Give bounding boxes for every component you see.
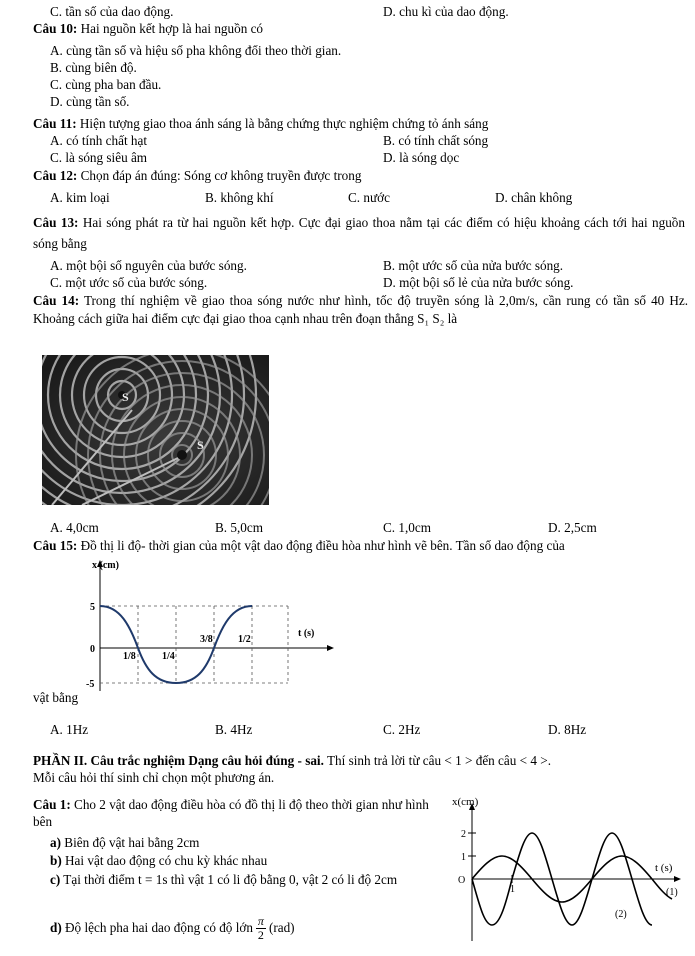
unit: (rad) bbox=[268, 920, 295, 935]
q14-option-b: B. 5,0cm bbox=[215, 520, 263, 535]
statement-text: Tại thời điểm t = 1s thì vật 1 có li độ bằng 0, vật 2 có li độ 2cm bbox=[60, 872, 398, 887]
photo-label-s1: S bbox=[122, 390, 129, 404]
wave-interference-photo bbox=[42, 355, 269, 505]
question-label: Câu 1: bbox=[33, 797, 71, 812]
statement-label: b) bbox=[50, 853, 62, 868]
question-text: Hai sóng phát ra từ hai nguồn kết hợp. Cực đại giao thoa nằm tại các điểm có hiệu khoảng cách tới hai nguồn sóng bằng bbox=[33, 215, 685, 251]
question-text: Hai nguồn kết hợp là hai nguồn có bbox=[77, 21, 264, 36]
q12-option-d: D. chân không bbox=[495, 190, 573, 205]
question-text: Chọn đáp án đúng: Sóng cơ không truyền được trong bbox=[77, 168, 362, 183]
q13-option-b: B. một ước số của nửa bước sóng. bbox=[383, 258, 564, 273]
statement-text: Độ lệch pha hai dao động có độ lớn bbox=[61, 920, 253, 935]
part2-header bbox=[33, 753, 551, 769]
q12-option-a: A. kim loại bbox=[50, 190, 110, 205]
displacement-time-graph bbox=[80, 556, 340, 696]
question-10 bbox=[33, 21, 263, 37]
question-11 bbox=[33, 116, 488, 132]
graph2-y1: 1 bbox=[461, 852, 466, 863]
question-14 bbox=[33, 292, 688, 328]
question-label: Câu 14: bbox=[33, 293, 80, 308]
graph1-xlabel: t (s) bbox=[298, 628, 315, 639]
q15-option-b: B. 4Hz bbox=[215, 722, 253, 737]
p2q1-statement-a bbox=[50, 835, 199, 851]
q9-option-c: C. tần số của dao động. bbox=[50, 4, 174, 19]
question-15-tail: vật bằng bbox=[33, 690, 79, 705]
fraction-denominator: 2 bbox=[257, 928, 264, 943]
q10-option-c: C. cùng pha ban đầu. bbox=[50, 77, 162, 92]
graph2-y2: 2 bbox=[461, 829, 466, 840]
q15-option-c: C. 2Hz bbox=[383, 722, 421, 737]
statement-label: a) bbox=[50, 835, 61, 850]
graph1-y-neg: -5 bbox=[86, 679, 95, 690]
question-label: Câu 12: bbox=[33, 168, 78, 183]
p2q1-statement-d bbox=[50, 910, 295, 946]
q11-option-c: C. là sóng siêu âm bbox=[50, 150, 148, 165]
q14-option-d: D. 2,5cm bbox=[548, 520, 597, 535]
q10-option-a: A. cùng tần số và hiệu số pha không đổi theo thời gian. bbox=[50, 43, 342, 58]
q11-option-b: B. có tính chất sóng bbox=[383, 133, 489, 148]
graph2-ylabel: x(cm) bbox=[452, 796, 479, 808]
p2-question-1 bbox=[33, 796, 443, 830]
part2-text: Thí sinh trả lời từ câu < 1 > đến câu < 4 >. bbox=[323, 753, 552, 768]
question-label: Câu 11: bbox=[33, 116, 77, 131]
q10-option-b: B. cùng biên độ. bbox=[50, 60, 137, 75]
q14-option-c: C. 1,0cm bbox=[383, 520, 431, 535]
question-text: Trong thí nghiệm về giao thoa sóng nước như hình, tốc độ truyền sóng là 2,0m/s, cần rung có tần số 40 Hz. Khoảng cách giữa hai điểm cực đại giao thoa cạnh nhau trên đoạn thẳng S₁ S₂ là bbox=[33, 293, 689, 326]
q11-option-a: A. có tính chất hạt bbox=[50, 133, 148, 148]
photo-label-s2: S bbox=[197, 438, 204, 452]
x-axis-arrow bbox=[674, 876, 681, 882]
q13-option-c: C. một ước số của bước sóng. bbox=[50, 275, 208, 290]
part2-title: PHẦN II. Câu trắc nghiệm Dạng câu hỏi đúng - sai. bbox=[33, 753, 324, 768]
question-text: Đồ thị li độ- thời gian của một vật dao động điều hòa như hình vẽ bên. Tần số dao động của bbox=[77, 538, 565, 553]
part2-instruction: Mỗi câu hỏi thí sinh chỉ chọn một phương án. bbox=[33, 770, 275, 785]
fraction-pi-over-2 bbox=[256, 915, 266, 942]
question-13 bbox=[33, 212, 685, 254]
graph1-t1: 1/8 bbox=[123, 651, 136, 662]
question-15 bbox=[33, 538, 565, 554]
x-axis-arrow bbox=[327, 645, 334, 651]
graph1-y-pos: 5 bbox=[90, 602, 95, 613]
q12-option-c: C. nước bbox=[348, 190, 390, 205]
graph1-t2: 1/4 bbox=[162, 651, 175, 662]
graph1-ylabel: x (cm) bbox=[92, 560, 119, 571]
graph2-curve1-label: (1) bbox=[666, 887, 678, 898]
question-label: Câu 15: bbox=[33, 538, 78, 553]
question-label: Câu 13: bbox=[33, 215, 79, 230]
fraction-numerator: π bbox=[257, 914, 264, 929]
q13-option-a: A. một bội số nguyên của bước sóng. bbox=[50, 258, 247, 273]
q14-option-a: A. 4,0cm bbox=[50, 520, 99, 535]
question-label: Câu 10: bbox=[33, 21, 78, 36]
statement-text: Hai vật dao động có chu kỳ khác nhau bbox=[61, 853, 268, 868]
q15-option-d: D. 8Hz bbox=[548, 722, 587, 737]
graph2-curve2-label: (2) bbox=[615, 909, 627, 920]
graph1-t4: 1/2 bbox=[238, 634, 251, 645]
q11-option-d: D. là sóng dọc bbox=[383, 150, 460, 165]
q9-option-d: D. chu kì của dao động. bbox=[383, 4, 509, 19]
p2q1-statement-c bbox=[33, 871, 443, 889]
q15-option-a: A. 1Hz bbox=[50, 722, 89, 737]
statement-label: d) bbox=[50, 920, 62, 935]
q13-option-d: D. một bội số lẻ của nửa bước sóng. bbox=[383, 275, 574, 290]
statement-text: Biên độ vật hai bằng 2cm bbox=[61, 835, 200, 850]
two-oscillations-graph bbox=[452, 793, 687, 943]
graph2-origin: O bbox=[458, 875, 466, 886]
question-12 bbox=[33, 168, 361, 184]
question-text: Cho 2 vật dao động điều hòa có đồ thị li độ theo thời gian như hình bên bbox=[33, 797, 429, 829]
q10-option-d: D. cùng tần số. bbox=[50, 94, 130, 109]
p2q1-statement-b bbox=[50, 853, 267, 869]
q12-option-b: B. không khí bbox=[205, 190, 274, 205]
graph2-xlabel: t (s) bbox=[655, 862, 673, 874]
graph2-x1: 1 bbox=[510, 884, 515, 895]
grid-lines bbox=[100, 606, 288, 683]
graph1-t3: 3/8 bbox=[200, 634, 213, 645]
question-text: Hiện tượng giao thoa ánh sáng là bằng chứng thực nghiệm chứng tỏ ánh sáng bbox=[76, 116, 489, 131]
graph1-y-zero: 0 bbox=[90, 644, 95, 655]
statement-label: c) bbox=[50, 872, 61, 887]
